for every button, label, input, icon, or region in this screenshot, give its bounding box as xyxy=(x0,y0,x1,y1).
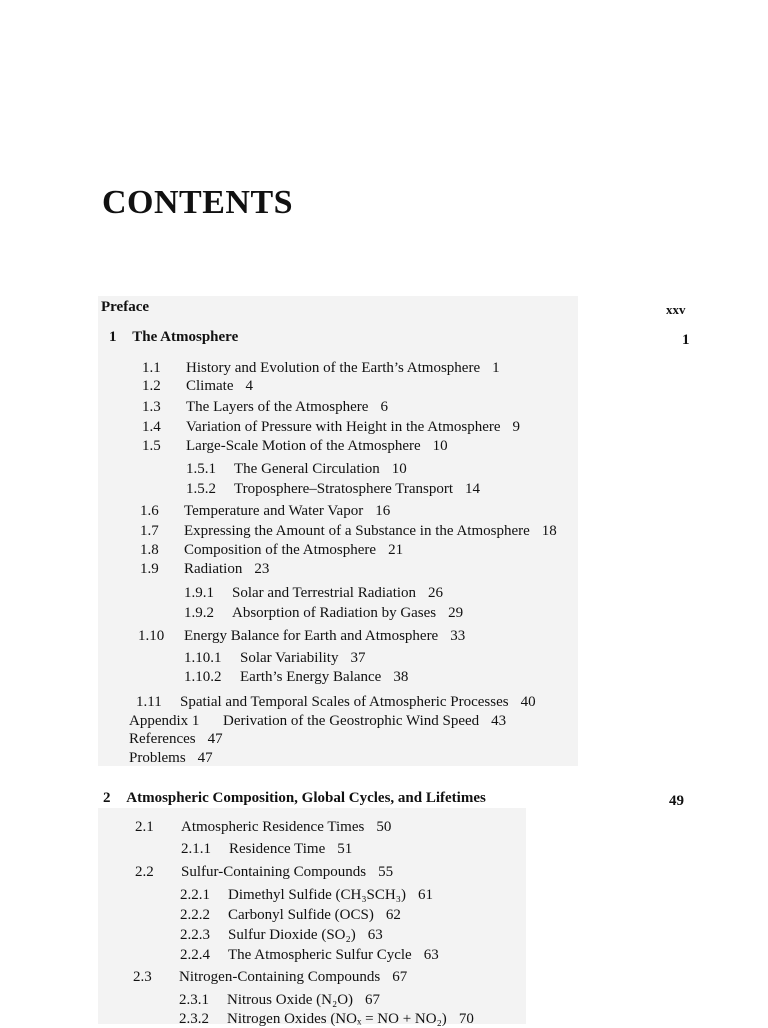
section-title: Troposphere–Stratosphere Transport xyxy=(234,481,454,497)
toc-entry-1-9 xyxy=(140,560,269,578)
section-title: References xyxy=(129,731,196,747)
section-title: Absorption of Radiation by Gases xyxy=(232,605,437,621)
section-number: 1.4 xyxy=(142,419,161,435)
section-number: 1.5.2 xyxy=(186,481,216,497)
section-number: 2.3.2 xyxy=(179,1011,209,1027)
section-page: 18 xyxy=(541,523,557,539)
toc-entry-1-5-1 xyxy=(186,460,407,478)
section-page: 1 xyxy=(492,360,500,376)
section-title: Variation of Pressure with Height in the Atmosphere xyxy=(186,419,501,435)
section-title: History and Evolution of the Earth’s Atmosphere xyxy=(186,360,481,376)
appendix-number: Appendix 1 xyxy=(129,713,200,729)
section-title: Solar and Terrestrial Radiation xyxy=(232,585,417,601)
section-title: Radiation xyxy=(184,561,243,577)
section-page: 16 xyxy=(375,503,391,519)
section-title: Carbonyl Sulfide (OCS) xyxy=(228,907,374,923)
toc-entry-1-11 xyxy=(136,693,536,711)
section-page: 37 xyxy=(350,650,366,666)
section-number: 1.2 xyxy=(142,378,161,394)
preface-page: xxv xyxy=(666,302,686,317)
section-page: 40 xyxy=(520,694,536,710)
section-number: 1.9.1 xyxy=(184,585,214,601)
toc-entry-1-6 xyxy=(140,502,390,520)
section-page: 38 xyxy=(393,669,409,685)
toc-entry-problems xyxy=(129,749,213,767)
section-page: 55 xyxy=(378,864,394,880)
toc-entry-1-4 xyxy=(142,418,520,436)
section-number: 1.10.2 xyxy=(184,669,222,685)
section-number: 1.8 xyxy=(140,542,159,558)
section-page: 26 xyxy=(428,585,444,601)
section-number: 1.1 xyxy=(142,360,161,376)
chapter-1-heading xyxy=(109,328,238,346)
section-page: 67 xyxy=(392,969,408,985)
chapter-number: 1 xyxy=(109,329,117,345)
section-number: 2.3 xyxy=(133,969,152,985)
section-title: Sulfur Dioxide (SO₂) xyxy=(228,927,356,943)
section-page: 50 xyxy=(376,819,392,835)
section-title: The Layers of the Atmosphere xyxy=(186,399,369,415)
section-page: 14 xyxy=(465,481,481,497)
toc-entry-1-5 xyxy=(142,437,448,455)
section-number: 1.5 xyxy=(142,438,161,454)
section-number: 1.3 xyxy=(142,399,161,415)
toc-entry-2-2 xyxy=(135,863,393,881)
chapter-2-page: 49 xyxy=(669,793,684,809)
toc-entry-2-1-1 xyxy=(181,840,352,858)
chapter-title: The Atmosphere xyxy=(132,329,239,345)
section-title: Nitrogen Oxides (NOₓ = NO + NO₂) xyxy=(227,1011,447,1027)
toc-entry-2-2-4 xyxy=(180,946,439,964)
toc-entry-1-9-2 xyxy=(184,604,463,622)
section-page: 62 xyxy=(385,907,401,923)
section-page: 70 xyxy=(458,1011,474,1027)
section-number: 1.10 xyxy=(138,628,165,644)
section-number: 2.2.1 xyxy=(180,887,210,903)
section-number: 2.1.1 xyxy=(181,841,211,857)
section-number: 1.10.1 xyxy=(184,650,222,666)
section-title: Spatial and Temporal Scales of Atmospheric Processes xyxy=(180,694,509,710)
toc-entry-1-10 xyxy=(138,627,465,645)
section-title: The Atmospheric Sulfur Cycle xyxy=(228,947,412,963)
toc-entry-2-2-2 xyxy=(180,906,401,924)
section-page: 63 xyxy=(367,927,383,943)
section-title: Nitrogen-Containing Compounds xyxy=(179,969,381,985)
section-title: Derivation of the Geostrophic Wind Speed xyxy=(223,713,480,729)
chapter-2-heading xyxy=(103,789,486,807)
chapter-number: 2 xyxy=(103,790,111,806)
toc-entry-1-5-2 xyxy=(186,480,480,498)
section-number: 2.2.3 xyxy=(180,927,210,943)
preface-label: Preface xyxy=(101,299,150,315)
section-page: 21 xyxy=(388,542,404,558)
toc-entry-1-3 xyxy=(142,398,388,416)
section-page: 23 xyxy=(254,561,270,577)
section-page: 29 xyxy=(448,605,464,621)
section-title: Climate xyxy=(186,378,234,394)
section-title: Expressing the Amount of a Substance in the Atmosphere xyxy=(184,523,530,539)
section-number: 1.5.1 xyxy=(186,461,216,477)
section-number: 1.7 xyxy=(140,523,159,539)
section-number: 1.11 xyxy=(136,694,162,710)
toc-entry-references xyxy=(129,730,223,748)
section-page: 47 xyxy=(197,750,213,766)
section-number: 2.2 xyxy=(135,864,154,880)
section-number: 1.6 xyxy=(140,503,159,519)
section-title: Atmospheric Residence Times xyxy=(181,819,365,835)
toc-entry-1-10-2 xyxy=(184,668,408,686)
section-title: Problems xyxy=(129,750,186,766)
section-page: 67 xyxy=(365,992,381,1008)
toc-entry-1-2 xyxy=(142,377,253,395)
section-page: 33 xyxy=(450,628,466,644)
toc-entry-2-2-3 xyxy=(180,926,383,944)
section-title: Large-Scale Motion of the Atmosphere xyxy=(186,438,421,454)
toc-entry-1-9-1 xyxy=(184,584,443,602)
toc-entry-1-8 xyxy=(140,541,403,559)
toc-entry-2-3-2 xyxy=(179,1010,474,1028)
section-title: Composition of the Atmosphere xyxy=(184,542,377,558)
section-title: Residence Time xyxy=(229,841,326,857)
toc-entry-1-7 xyxy=(140,522,557,540)
section-title: Energy Balance for Earth and Atmosphere xyxy=(184,628,439,644)
toc-entry-1-1 xyxy=(142,359,500,377)
section-page: 6 xyxy=(380,399,388,415)
section-page: 10 xyxy=(432,438,448,454)
toc-entry-2-3-1 xyxy=(179,991,380,1009)
page-title: CONTENTS xyxy=(102,184,294,221)
toc-entry-2-2-1 xyxy=(180,886,433,904)
section-page: 10 xyxy=(391,461,407,477)
section-page: 43 xyxy=(491,713,507,729)
section-number: 2.2.4 xyxy=(180,947,210,963)
section-page: 51 xyxy=(337,841,353,857)
section-number: 1.9 xyxy=(140,561,159,577)
section-title: Dimethyl Sulfide (CH₃SCH₃) xyxy=(228,887,406,903)
toc-entry-2-3 xyxy=(133,968,407,986)
section-page: 63 xyxy=(423,947,439,963)
section-number: 2.1 xyxy=(135,819,154,835)
section-page: 9 xyxy=(512,419,521,435)
section-title: Nitrous Oxide (N₂O) xyxy=(227,992,354,1008)
section-title: Earth’s Energy Balance xyxy=(240,669,382,685)
section-title: Temperature and Water Vapor xyxy=(184,503,364,519)
section-title: Solar Variability xyxy=(240,650,339,666)
section-title: Sulfur-Containing Compounds xyxy=(181,864,367,880)
toc-entry-2-1 xyxy=(135,818,391,836)
section-number: 1.9.2 xyxy=(184,605,214,621)
toc-entry-appendix-1 xyxy=(129,712,506,730)
toc-entry-1-10-1 xyxy=(184,649,365,667)
section-number: 2.3.1 xyxy=(179,992,209,1008)
section-page: 4 xyxy=(245,378,253,394)
chapter-1-page: 1 xyxy=(682,332,690,348)
section-page: 61 xyxy=(417,887,433,903)
section-number: 2.2.2 xyxy=(180,907,210,923)
section-title: The General Circulation xyxy=(234,461,380,477)
chapter-title: Atmospheric Composition, Global Cycles, and Lifetimes xyxy=(126,790,486,806)
section-page: 47 xyxy=(207,731,223,747)
